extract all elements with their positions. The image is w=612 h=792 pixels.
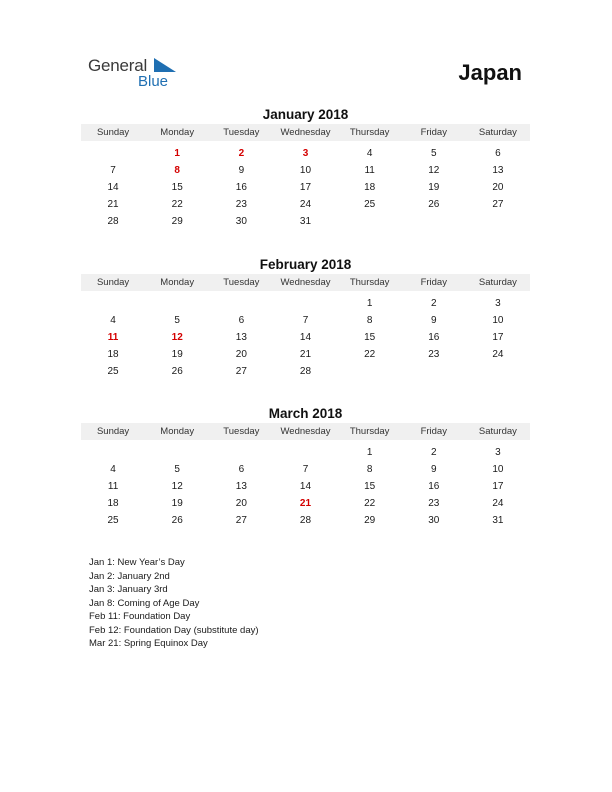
weekday-label: Saturday [478,426,517,437]
weekday-header [81,423,530,440]
week-row [81,179,530,196]
week-row [81,495,530,512]
month-title: March 2018 [268,406,343,421]
day-cell: 20 [235,498,247,509]
day-cell: 28 [299,515,312,526]
day-cell: 27 [235,366,247,377]
holiday-item: Feb 11: Foundation Day [89,611,191,622]
day-cell: 22 [364,349,376,360]
day-cell: 30 [235,216,247,227]
holiday-item: Jan 8: Coming of Age Day [89,597,200,609]
day-cell: 18 [364,182,376,193]
day-cell: 8 [366,464,373,475]
day-cell: 30 [428,515,440,526]
weekday-label: Tuesday [223,127,260,138]
day-cell: 13 [492,165,504,176]
weekday-label: Monday [160,127,195,138]
month-calendar [81,106,530,230]
weekday-label: Monday [160,277,195,288]
day-cell: 27 [235,515,247,526]
day-cell: 16 [428,332,440,343]
day-cell: 1 [366,298,373,309]
day-cell [338,363,402,380]
day-cell: 8 [174,165,180,176]
day-cell: 13 [235,481,247,492]
day-cell: 5 [174,315,180,326]
weekday-label: Wednesday [280,277,331,288]
day-cell: 15 [364,481,376,492]
weekday-label: Thursday [349,426,390,437]
day-cell [466,213,530,230]
day-cell: 14 [299,332,312,343]
holiday-item: Jan 3: January 3rd [89,584,168,595]
day-cell: 6 [238,315,245,326]
weekday-label: Sunday [96,277,130,288]
week-row [81,295,530,312]
day-cell: 28 [299,366,312,377]
day-cell: 21 [299,498,312,509]
day-cell: 1 [366,447,373,458]
day-cell [338,213,402,230]
day-cell: 2 [430,298,437,309]
day-cell: 10 [492,315,504,326]
week-row [81,478,530,495]
weekday-label: Sunday [96,127,130,138]
brand-logo [88,56,188,92]
day-cell: 17 [299,182,312,193]
logo-text-general: General [88,56,148,75]
day-cell: 25 [364,199,376,210]
day-cell: 19 [428,182,440,193]
weekday-label: Tuesday [223,277,260,288]
weekday-label: Wednesday [280,426,331,437]
day-cell: 6 [238,464,245,475]
day-cell: 2 [430,447,437,458]
day-cell [209,295,273,312]
day-cell: 20 [235,349,247,360]
weekday-label: Thursday [349,127,390,138]
weekday-label: Friday [420,277,447,288]
day-cell: 12 [171,332,183,343]
country-title: Japan [458,60,522,85]
day-cell: 28 [107,216,119,227]
logo-text-blue: Blue [138,73,169,90]
weekday-label: Friday [420,426,447,437]
day-cell: 10 [299,165,312,176]
day-cell: 29 [171,216,183,227]
day-cell: 10 [492,464,504,475]
day-cell: 21 [107,199,119,210]
weekday-label: Saturday [478,277,517,288]
weekday-label: Thursday [349,277,390,288]
day-cell [81,145,145,162]
month-title: January 2018 [262,107,349,122]
day-cell [145,295,209,312]
day-cell: 5 [174,464,180,475]
day-cell: 19 [171,498,183,509]
day-cell [209,444,273,461]
month-title: February 2018 [259,257,352,272]
month-calendar [81,256,530,380]
weekday-label: Saturday [478,127,517,138]
day-cell: 23 [428,498,440,509]
day-cell: 19 [171,349,183,360]
day-cell: 7 [302,315,309,326]
day-cell: 11 [364,165,375,176]
day-cell: 18 [107,349,119,360]
day-cell: 31 [299,216,312,227]
weekday-label: Friday [420,127,447,138]
week-row [81,162,530,179]
day-cell: 9 [430,464,437,475]
day-cell: 31 [492,515,504,526]
day-cell: 26 [428,199,440,210]
day-cell: 6 [495,148,501,159]
week-row [81,461,530,478]
day-cell: 21 [299,349,312,360]
week-row [81,512,530,529]
holiday-list [89,556,259,651]
day-cell: 4 [366,148,373,159]
day-cell: 13 [235,332,247,343]
day-cell: 11 [107,481,119,492]
weekday-label: Sunday [96,426,130,437]
day-cell: 7 [302,464,309,475]
day-cell: 22 [171,199,183,210]
weekday-header [81,274,530,291]
day-cell: 16 [235,182,247,193]
day-cell: 18 [107,498,119,509]
day-cell: 29 [364,515,376,526]
day-cell: 12 [428,165,440,176]
day-cell: 25 [107,515,119,526]
week-row [81,329,530,346]
day-cell: 3 [495,447,501,458]
day-cell: 17 [492,332,504,343]
day-cell: 4 [110,315,116,326]
day-cell [145,444,209,461]
day-cell: 22 [364,498,376,509]
day-cell: 14 [107,182,119,193]
week-row [81,363,530,380]
week-row [81,346,530,363]
day-cell: 24 [299,199,312,210]
week-row [81,213,530,230]
weekday-header [81,124,530,141]
day-cell [81,444,145,461]
day-cell: 20 [492,182,504,193]
day-cell: 1 [174,148,180,159]
day-cell: 11 [107,332,119,343]
day-cell [402,363,466,380]
week-row [81,312,530,329]
day-cell: 24 [492,498,504,509]
day-cell: 26 [171,515,183,526]
day-cell [81,295,145,312]
week-row [81,444,530,461]
day-cell: 15 [364,332,376,343]
month-calendar [81,405,530,529]
holiday-item: Feb 12: Foundation Day (substitute day) [89,624,259,636]
day-cell: 9 [430,315,437,326]
day-cell: 3 [495,298,501,309]
day-cell: 3 [302,148,309,159]
day-cell: 17 [492,481,504,492]
day-cell: 8 [366,315,373,326]
day-cell: 26 [171,366,183,377]
day-cell [466,363,530,380]
day-cell: 2 [238,148,245,159]
day-cell [402,213,466,230]
day-cell: 25 [107,366,119,377]
day-cell: 24 [492,349,504,360]
holiday-item: Jan 2: January 2nd [89,570,170,582]
week-row [81,196,530,213]
day-cell: 4 [110,464,116,475]
holiday-item: Jan 1: New Year’s Day [89,557,185,568]
day-cell: 12 [171,481,183,492]
day-cell: 23 [428,349,440,360]
day-cell: 15 [171,182,183,193]
weekday-label: Monday [160,426,195,437]
day-cell [273,295,337,312]
day-cell: 27 [492,199,504,210]
logo-triangle-icon [154,58,176,72]
weekday-label: Wednesday [280,127,331,138]
day-cell: 14 [299,481,312,492]
holiday-item: Mar 21: Spring Equinox Day [89,638,208,649]
day-cell: 23 [235,199,247,210]
day-cell: 5 [430,148,437,159]
day-cell: 7 [110,165,116,176]
day-cell: 9 [238,165,245,176]
day-cell [273,444,337,461]
day-cell: 16 [428,481,440,492]
week-row [81,145,530,162]
weekday-label: Tuesday [223,426,260,437]
